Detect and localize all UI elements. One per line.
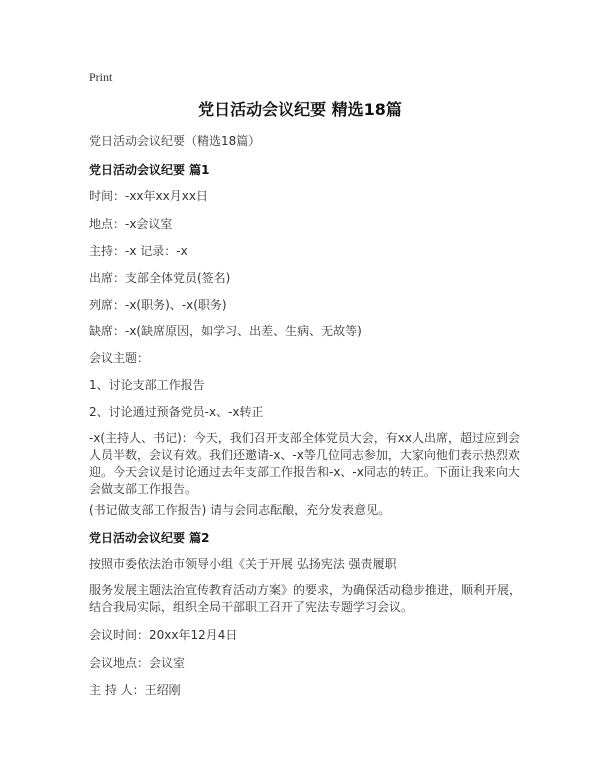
paragraph-host-speech [89, 430, 521, 498]
paragraph-line: 人员半数，会议有效。我们还邀请-x、-x等几位同志参加，大家向他们表示热烈欢 [89, 448, 520, 462]
meeting-host: 主持：-x 记录：-x [89, 244, 188, 258]
topic-item-2: 2、讨论通过预备党员-x、-x转正 [89, 405, 264, 419]
section2-intro: 按照市委依法治市领导小组《关于开展 弘扬宪法 强责履职 [89, 557, 397, 571]
section-heading-2: 党日活动会议纪要 篇2 [89, 531, 210, 545]
paragraph-line: 服务发展主题法治宣传教育活动方案》的要求，为确保活动稳步推进，顺利开展， [89, 583, 522, 597]
topics-label: 会议主题： [89, 351, 150, 365]
paragraph-plan [89, 582, 521, 616]
print-link[interactable]: Print [89, 70, 113, 84]
page-title: 党日活动会议纪要 精选18篇 [198, 100, 402, 119]
meeting2-time: 会议时间：20xx年12月4日 [89, 628, 238, 642]
meeting-absent: 缺席：-x(缺席原因，如学习、出差、生病、无故等) [89, 324, 362, 338]
paragraph-line: 迎。今天会议是讨论通过去年支部工作报告和-x、-x同志的转正。下面让我来向大 [89, 465, 520, 479]
paragraph-line: 会做支部工作报告。 [89, 482, 198, 496]
meeting-place: 地点：-x会议室 [89, 217, 173, 231]
topic-item-1: 1、讨论支部工作报告 [89, 378, 205, 392]
paragraph-line: 结合我局实际，组织全局干部职工召开了宪法专题学习会议。 [89, 600, 414, 614]
section-heading-1: 党日活动会议纪要 篇1 [89, 163, 210, 177]
meeting-time: 时间：-xx年xx月xx日 [89, 189, 208, 203]
document-subtitle: 党日活动会议纪要（精选18篇） [89, 134, 261, 148]
meeting-attendees: 出席：支部全体党员(签名) [89, 271, 231, 285]
paragraph-line: -x(主持人、书记)：今天，我们召开支部全体党员大会，有xx人出席，超过应到会 [89, 431, 521, 445]
meeting-observers: 列席：-x(职务)、-x(职务) [89, 298, 227, 312]
closing-remark: (书记做支部工作报告) 请与会同志酝酿，充分发表意见。 [89, 503, 391, 517]
meeting2-place: 会议地点：会议室 [89, 656, 186, 670]
meeting2-host: 主 持 人：王绍刚 [89, 683, 181, 697]
